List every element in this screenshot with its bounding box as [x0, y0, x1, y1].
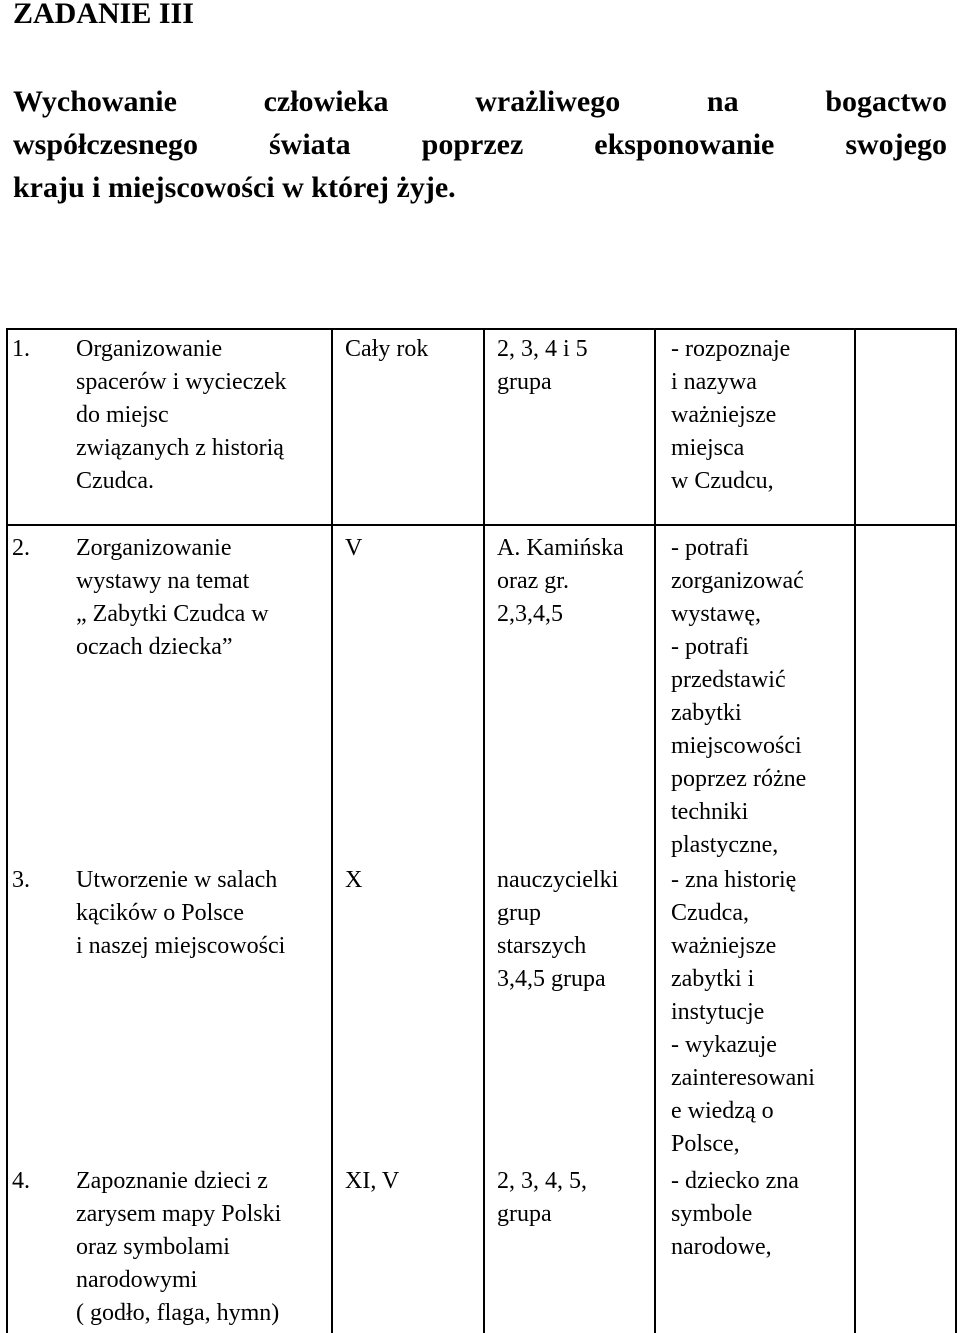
- outcomes-cell: [671, 864, 815, 1161]
- cell-text-line: - dziecko zna: [671, 1168, 799, 1194]
- cell-text-line: symbole: [671, 1201, 753, 1227]
- task-cell: [76, 532, 269, 664]
- cell-text-line: zainteresowani: [671, 1065, 815, 1091]
- responsible-cell: [497, 532, 624, 631]
- subtitle-word: bogactwo: [825, 85, 947, 118]
- responsible-cell: [497, 1165, 587, 1231]
- row-number-cell: [12, 532, 30, 565]
- column-divider: [331, 328, 333, 1333]
- section-subtitle: [13, 80, 947, 209]
- subtitle-word: kraju i miejscowości w której żyje.: [13, 171, 456, 204]
- document-heading: ZADANIE III: [13, 0, 194, 30]
- outcomes-cell: [671, 532, 806, 862]
- subtitle-word: na: [706, 85, 739, 118]
- subtitle-word: swojego: [845, 128, 947, 161]
- cell-text-line: oczach dziecka”: [76, 634, 233, 660]
- cell-text-line: ważniejsze: [671, 933, 777, 959]
- cell-text-line: Zapoznanie dzieci z: [76, 1168, 268, 1194]
- cell-text-line: „ Zabytki Czudca w: [76, 601, 269, 627]
- cell-text-line: Organizowanie: [76, 336, 223, 362]
- cell-text-line: Czudca.: [76, 468, 154, 494]
- row-number-cell: [12, 1165, 30, 1198]
- row-divider: [6, 524, 957, 526]
- cell-text-line: Cały rok: [345, 336, 429, 362]
- cell-text-line: Czudca,: [671, 900, 749, 926]
- cell-text-line: i naszej miejscowości: [76, 933, 286, 959]
- task-cell: [76, 333, 287, 498]
- column-divider: [483, 328, 485, 1333]
- term-cell: [345, 864, 362, 897]
- cell-text-line: wystawę,: [671, 601, 761, 627]
- task-cell: [76, 1165, 281, 1330]
- cell-text-line: Zorganizowanie: [76, 535, 232, 561]
- cell-text-line: V: [345, 535, 363, 561]
- cell-text-line: zabytki: [671, 700, 742, 726]
- cell-text-line: - zna historię: [671, 867, 797, 893]
- cell-text-line: grupa: [497, 369, 552, 395]
- cell-text-line: techniki: [671, 799, 749, 825]
- row-number-cell: [12, 333, 30, 366]
- cell-text-line: wystawy na temat: [76, 568, 250, 594]
- cell-text-line: starszych: [497, 933, 587, 959]
- cell-text-line: związanych z historią: [76, 435, 284, 461]
- subtitle-line: [13, 80, 947, 123]
- subtitle-word: eksponowanie: [594, 128, 775, 161]
- cell-text-line: Utworzenie w salach: [76, 867, 278, 893]
- cell-text-line: 2, 3, 4, 5,: [497, 1168, 587, 1194]
- cell-text-line: ważniejsze: [671, 402, 777, 428]
- cell-text-line: 3.: [12, 867, 30, 893]
- subtitle-word: świata: [268, 128, 351, 161]
- cell-text-line: zabytki i: [671, 966, 755, 992]
- responsible-cell: [497, 864, 618, 996]
- cell-text-line: oraz gr.: [497, 568, 569, 594]
- cell-text-line: plastyczne,: [671, 832, 779, 858]
- cell-text-line: 1.: [12, 336, 30, 362]
- cell-text-line: 3,4,5 grupa: [497, 966, 606, 992]
- subtitle-word: człowieka: [263, 85, 389, 118]
- cell-text-line: miejsca: [671, 435, 745, 461]
- cell-text-line: grup: [497, 900, 541, 926]
- term-cell: [345, 333, 428, 366]
- subtitle-word: współczesnego: [13, 128, 198, 161]
- cell-text-line: zorganizować: [671, 568, 804, 594]
- cell-text-line: kącików o Polsce: [76, 900, 244, 926]
- cell-text-line: grupa: [497, 1201, 552, 1227]
- cell-text-line: 4.: [12, 1168, 30, 1194]
- task-cell: [76, 864, 285, 963]
- column-divider: [854, 328, 856, 1333]
- cell-text-line: - potrafi: [671, 634, 749, 660]
- cell-text-line: 2,3,4,5: [497, 601, 563, 627]
- cell-text-line: A. Kamińska: [497, 535, 624, 561]
- responsible-cell: [497, 333, 588, 399]
- cell-text-line: oraz symbolami: [76, 1234, 230, 1260]
- cell-text-line: w Czudcu,: [671, 468, 774, 494]
- cell-text-line: miejscowości: [671, 733, 802, 759]
- cell-text-line: narodowymi: [76, 1267, 198, 1293]
- cell-text-line: narodowe,: [671, 1234, 772, 1260]
- cell-text-line: do miejsc: [76, 402, 169, 428]
- outcomes-cell: [671, 333, 790, 498]
- term-cell: [345, 532, 362, 565]
- cell-text-line: Polsce,: [671, 1131, 740, 1157]
- cell-text-line: 2, 3, 4 i 5: [497, 336, 588, 362]
- cell-text-line: poprzez różne: [671, 766, 807, 792]
- cell-text-line: przedstawić: [671, 667, 786, 693]
- cell-text-line: spacerów i wycieczek: [76, 369, 287, 395]
- subtitle-word: poprzez: [421, 128, 524, 161]
- cell-text-line: e wiedzą o: [671, 1098, 774, 1124]
- column-divider: [654, 328, 656, 1333]
- cell-text-line: ( godło, flaga, hymn): [76, 1300, 280, 1326]
- cell-text-line: - potrafi: [671, 535, 749, 561]
- subtitle-line: [13, 123, 947, 166]
- subtitle-line: [13, 166, 947, 209]
- cell-text-line: i nazywa: [671, 369, 757, 395]
- row-number-cell: [12, 864, 30, 897]
- cell-text-line: - wykazuje: [671, 1032, 777, 1058]
- subtitle-word: wrażliwego: [475, 85, 621, 118]
- cell-text-line: zarysem mapy Polski: [76, 1201, 282, 1227]
- subtitle-word: Wychowanie: [13, 85, 177, 118]
- outcomes-cell: [671, 1165, 799, 1264]
- term-cell: [345, 1165, 399, 1198]
- cell-text-line: 2.: [12, 535, 30, 561]
- cell-text-line: X: [345, 867, 363, 893]
- cell-text-line: - rozpoznaje: [671, 336, 791, 362]
- cell-text-line: XI, V: [345, 1168, 400, 1194]
- cell-text-line: nauczycielki: [497, 867, 619, 893]
- cell-text-line: instytucje: [671, 999, 765, 1025]
